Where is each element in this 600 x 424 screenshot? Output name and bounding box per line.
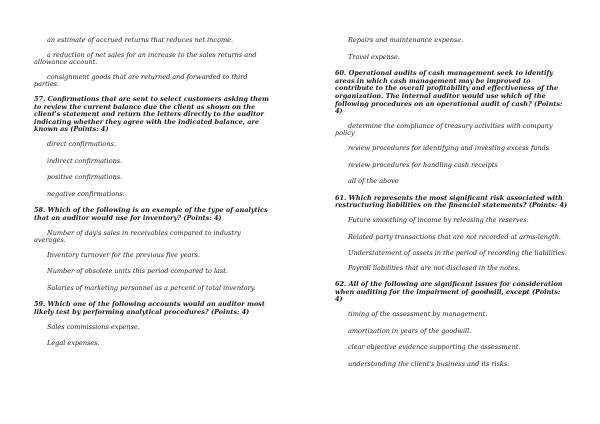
answer-option: Understatement of assets in the period of recording the liabilities. — [348, 249, 567, 258]
answer-option: indirect confirmations. — [47, 156, 123, 165]
answer-option: timing of the assessment by management. — [348, 310, 488, 319]
answer-option: amortization in years of the goodwill. — [348, 326, 472, 335]
answer-option: Repairs and maintenance expense. — [348, 36, 464, 44]
answer-option: Travel expense. — [348, 52, 400, 61]
answer-option: Number of obsolete units this period compared to last. — [47, 267, 228, 276]
question-58: 58. Which of the following is an example of the type of analytics that an auditor would use for inventory? (Points: 4) — [34, 206, 268, 222]
answer-option: understanding the client's business and its risks. — [348, 359, 510, 368]
left-column — [34, 37, 269, 357]
answer-option: review procedures for identifying and investing excess funds — [348, 143, 550, 152]
answer-option: negative confirmations. — [47, 189, 125, 198]
answer-option: review procedures for handling cash receipts — [348, 160, 498, 169]
answer-option: Inventory turnover for the previous five years. — [47, 250, 200, 259]
answer-option: Sales commissions expense. — [47, 322, 140, 331]
question-62: 62. All of the following are significant issues for consideration when auditing for the impairment of goodwill, except (Points: 4) — [335, 280, 563, 304]
answer-option: Payroll liabilities that are not disclosed in the notes. — [348, 263, 520, 272]
question-59: 59. Which one of the following accounts would an auditor most likely test by performing analytical procedures? (Points: 4) — [34, 300, 265, 317]
answer-option: clear objective evidence supporting the assessment. — [348, 343, 521, 352]
answer-option: all of the above — [348, 177, 399, 186]
answer-option: Legal expenses. — [47, 339, 100, 348]
answer-option: positive confirmations. — [47, 173, 123, 182]
answer-option: consignment goods that are returned and forwarded to third parties. — [34, 72, 248, 89]
answer-option: Future smoothing of income by releasing the reserves. — [348, 215, 529, 224]
answer-option: direct confirmations. — [47, 139, 116, 148]
answer-option: an estimate of accrued returns that reduces net income. — [47, 36, 234, 44]
question-57: 57. Confirmations that are sent to select customers asking them to review the current balance due the client as shown on the client's statement and return the letters directly to the auditor indicating whether they agree with the indicated balance, are known as (Points: 4) — [34, 94, 269, 134]
answer-option: Salaries of marketing personnel as a percent of total inventory. — [47, 283, 256, 292]
answer-option: determine the compliance of treasury activities with company policy — [335, 121, 553, 138]
right-column — [335, 37, 570, 377]
answer-option: Number of day's sales in receivables compared to industry averages. — [34, 228, 241, 245]
answer-option: Related party transactions that are not recorded at arms-length. — [348, 232, 561, 241]
answer-option: a reduction of net sales for an increase to the sales returns and allowance account. — [34, 50, 257, 67]
question-61: 61. Which represents the most significant risk associated with restructuring liabilities on the financial statements? (Points: 4) — [335, 193, 568, 210]
question-60: 60. Operational audits of cash management seek to identify areas in which cash management may be improved to contribute to the overall profitability and effectiveness of the organization. The internal auditor would use which of the following procedures on an operational audit of cash? (Points: 4) — [335, 69, 563, 116]
